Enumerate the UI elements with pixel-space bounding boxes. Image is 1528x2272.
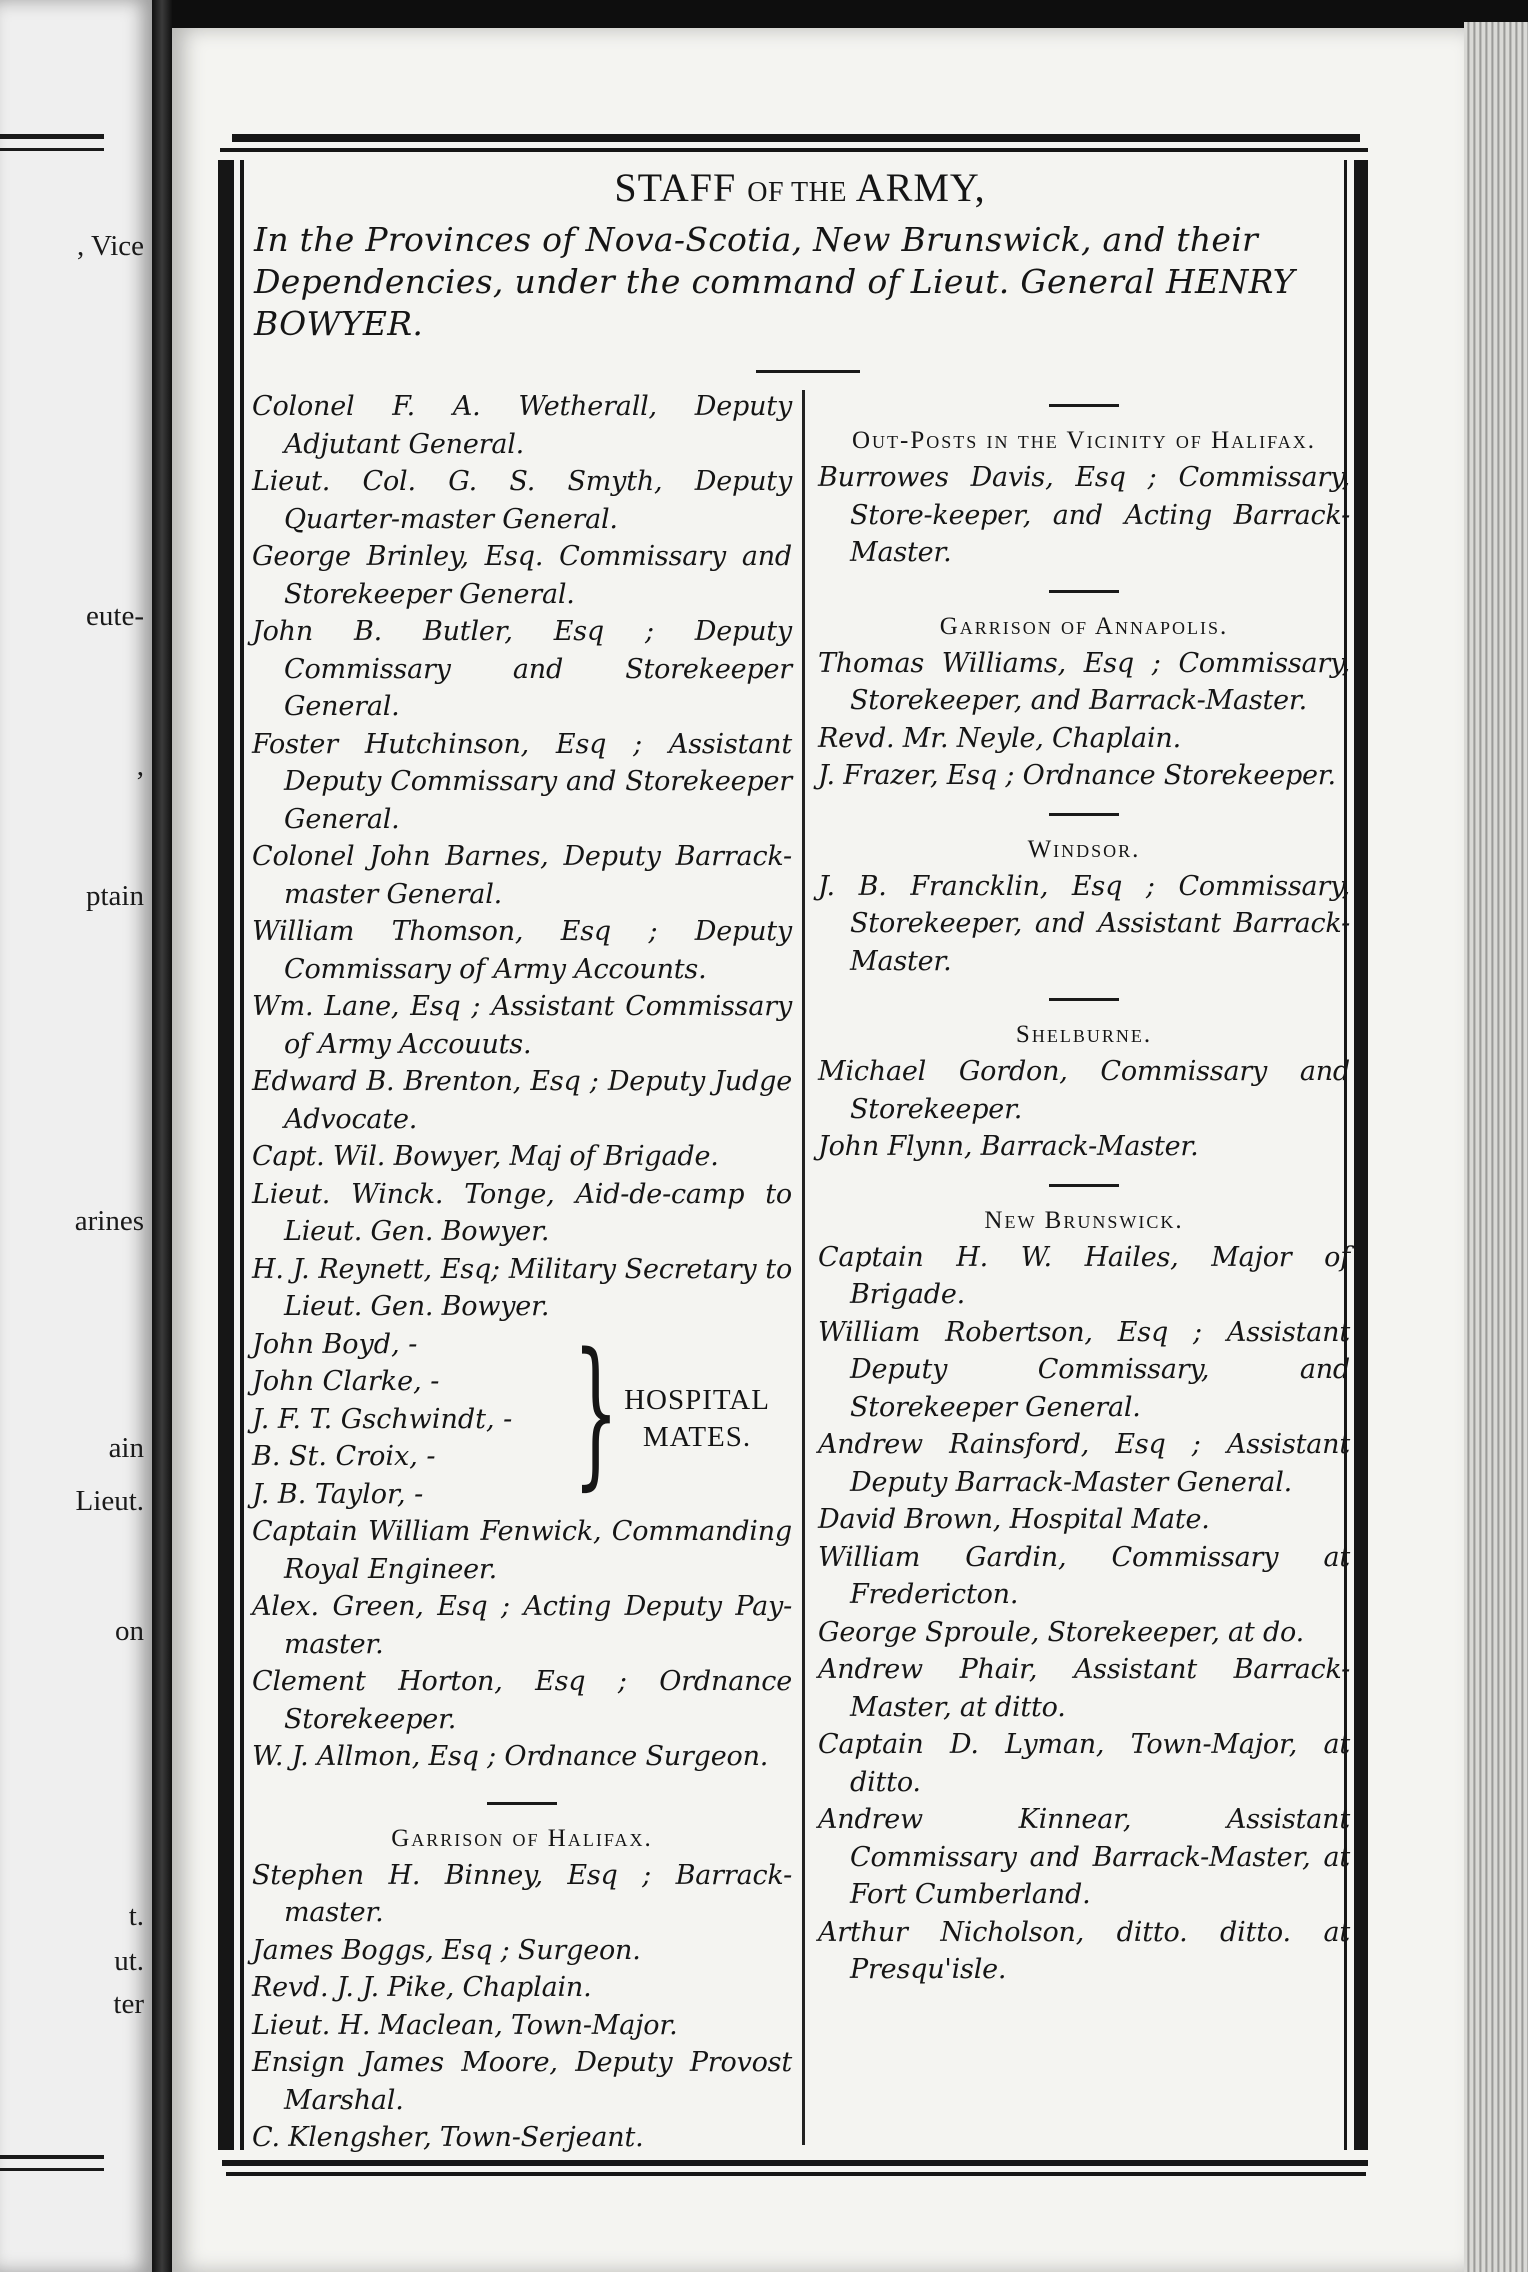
hospital-label-line2: MATES. (642, 1421, 752, 1454)
header-divider (756, 370, 860, 373)
bottom-border-rule (222, 2160, 1368, 2166)
section-entry: William Gardin, Commissary at Fredericton. (818, 1541, 1350, 1610)
hospital-mate-name: J. B. Taylor, - (252, 1478, 424, 1510)
staff-entry: Colonel John Barnes, Deputy Barrack-master General. (252, 841, 792, 910)
left-page-rule (0, 2155, 104, 2159)
top-border-rule-thin (220, 148, 1368, 152)
staff-entry: Clement Horton, Esq ; Ordnance Storekeeper. (252, 1666, 792, 1735)
title-of-the: OF THE (747, 177, 847, 208)
staff-entry: Wm. Lane, Esq ; Assistant Commissary of Army Accouuts. (252, 991, 792, 1060)
section-entry: John Flynn, Barrack-Master. (818, 1131, 1199, 1162)
right-section (818, 998, 1350, 1166)
section-divider (1049, 1184, 1119, 1187)
right-section (818, 1184, 1350, 1989)
garrison-entry: C. Klengsher, Town-Serjeant. (252, 2122, 644, 2153)
section-heading-garrison-halifax: Garrison of Halifax. (391, 1824, 653, 1852)
staff-entry: Lieut. Col. G. S. Smyth, Deputy Quarter-master General. (252, 466, 792, 535)
left-column (252, 388, 792, 2157)
left-page-fragment: on (115, 1615, 144, 1647)
left-page-fragment: Lieut. (75, 1485, 144, 1517)
section-entry: Captain D. Lyman, Town-Major, at ditto. (818, 1729, 1350, 1798)
left-page-fragment: , Vice (77, 230, 144, 262)
page-subtitle: In the Provinces of Nova-Scotia, New Brunswick, and their Dependencies, under the command of Lieut. General HENRY BOWYER. (254, 220, 1295, 343)
right-section (818, 590, 1350, 795)
title-army: ARMY, (855, 165, 986, 210)
top-border-rule (232, 134, 1360, 142)
section-entry: J. B. Francklin, Esq ; Commissary, Storekeeper, and Assistant Barrack-Master. (818, 870, 1350, 977)
garrison-entry: Lieut. H. Maclean, Town-Major. (252, 2009, 678, 2041)
section-entry: Thomas Williams, Esq ; Commissary, Storekeeper, and Barrack-Master. (818, 647, 1350, 716)
hospital-mate-name: J. F. T. Gschwindt, - (252, 1403, 513, 1435)
left-page-fragment: ter (113, 1988, 144, 2020)
garrison-entry: James Boggs, Esq ; Surgeon. (252, 1934, 641, 1966)
section-entry: William Robertson, Esq ; Assistant Deputy Commissary, and Storekeeper General. (818, 1316, 1350, 1423)
left-border-rule (218, 160, 234, 2150)
section-entry: Arthur Nicholson, ditto. ditto. at Presqu'isle. (818, 1916, 1350, 1985)
section-entry: Michael Gordon, Commissary and Storekeeper. (818, 1056, 1350, 1125)
left-page-rule (0, 134, 104, 139)
section-heading: Out-Posts in the Vicinity of Halifax. (851, 427, 1317, 454)
bottom-border-rule-thin (226, 2172, 1366, 2176)
hospital-label-line1: HOSPITAL (624, 1384, 770, 1417)
hospital-mate-name: B. St. Croix, - (252, 1441, 436, 1472)
section-entry: Burrowes Davis, Esq ; Commissary, Store-keeper, and Acting Barrack-Master. (818, 462, 1350, 568)
staff-entry: Foster Hutchinson, Esq ; Assistant Deputy Commissary and Storekeeper General. (252, 728, 792, 835)
staff-entry: Lieut. Winck. Tonge, Aid-de-camp to Lieut. Gen. Bowyer. (252, 1178, 792, 1247)
section-heading: New Brunswick. (984, 1206, 1184, 1234)
staff-entry: Alex. Green, Esq ; Acting Deputy Pay-master. (252, 1591, 792, 1660)
left-page-rule (0, 148, 104, 151)
right-section (818, 813, 1350, 981)
section-divider (1049, 998, 1119, 1001)
left-border-rule-thin (240, 160, 244, 2150)
right-section (818, 404, 1350, 572)
page-edges (1464, 22, 1528, 2272)
section-entry: Andrew Rainsford, Esq ; Assistant Deputy Barrack-Master General. (818, 1429, 1350, 1498)
column-divider (802, 390, 805, 2145)
left-page-fragment: eute- (86, 600, 144, 632)
staff-entry: Edward B. Brenton, Esq ; Deputy Judge Advocate. (252, 1066, 792, 1135)
page-title (250, 166, 1350, 215)
garrison-entry: Revd. J. J. Pike, Chaplain. (252, 1972, 592, 2003)
hospital-mates-group (252, 1318, 792, 1514)
staff-entry: Captain William Fenwick, Commanding Royal Engineer. (252, 1516, 792, 1585)
section-heading: Garrison of Annapolis. (939, 612, 1229, 640)
left-page-fragment: t. (128, 1900, 144, 1932)
hospital-mates-label (602, 1382, 792, 1456)
staff-entry: Colonel F. A. Wetherall, Deputy Adjutant General. (252, 391, 792, 460)
section-heading: Windsor. (1027, 835, 1141, 863)
hospital-mates-names (252, 1326, 562, 1514)
staff-entry: Capt. Wil. Bowyer, Maj of Brigade. (252, 1141, 719, 1172)
staff-entry: George Brinley, Esq. Commissary and Storekeeper General. (252, 541, 792, 610)
left-page-fragment: ain (108, 1432, 144, 1464)
section-divider (487, 1802, 557, 1805)
staff-entry: William Thomson, Esq ; Deputy Commissary of Army Accounts. (252, 916, 792, 985)
section-entry: Andrew Kinnear, Assistant Commissary and Barrack-Master, at Fort Cumberland. (818, 1804, 1350, 1910)
staff-list-continued (252, 1513, 792, 1776)
hospital-mate-name: John Clarke, - (252, 1366, 440, 1397)
staff-entry: John B. Butler, Esq ; Deputy Commissary and Storekeeper General. (252, 616, 792, 722)
title-staff: STAFF (614, 165, 737, 210)
staff-entry: H. J. Reynett, Esq; Military Secretary to Lieut. Gen. Bowyer. (252, 1253, 792, 1322)
right-border-rule (1354, 160, 1368, 2150)
garrison-entry: Ensign James Moore, Deputy Provost Marshal. (252, 2047, 792, 2116)
curly-brace-icon: } (573, 1318, 619, 1506)
section-divider (1049, 813, 1119, 816)
hospital-mate-name: John Boyd, - (252, 1328, 418, 1360)
section-heading: Shelburne. (1015, 1021, 1153, 1048)
section-divider (1049, 404, 1119, 407)
left-page-fragment: ut. (114, 1945, 144, 1977)
section-entry: David Brown, Hospital Mate. (818, 1504, 1210, 1535)
left-page-fragment: ptain (86, 880, 144, 912)
right-column (818, 388, 1350, 1989)
section-entry: Andrew Phair, Assistant Barrack-Master, at ditto. (818, 1654, 1350, 1723)
section-entry: Captain H. W. Hailes, Major of Brigade. (818, 1241, 1350, 1310)
book-gutter (152, 0, 172, 2272)
previous-page-fragment (0, 0, 152, 2272)
section-divider (1049, 590, 1119, 593)
left-page-rule (0, 2168, 104, 2171)
section-entry: George Sproule, Storekeeper, at do. (818, 1616, 1305, 1648)
left-page-fragment: , (136, 750, 144, 782)
left-page-fragment: arines (74, 1205, 144, 1237)
staff-list (252, 388, 792, 1326)
page-header (250, 166, 1350, 345)
garrison-entry: Stephen H. Binney, Esq ; Barrack-master. (252, 1859, 792, 1928)
staff-entry: W. J. Allmon, Esq ; Ordnance Surgeon. (252, 1741, 769, 1772)
section-entry: Revd. Mr. Neyle, Chaplain. (818, 722, 1181, 754)
section-entry: J. Frazer, Esq ; Ordnance Storekeeper. (818, 760, 1336, 791)
garrison-halifax-list (252, 1857, 792, 2157)
